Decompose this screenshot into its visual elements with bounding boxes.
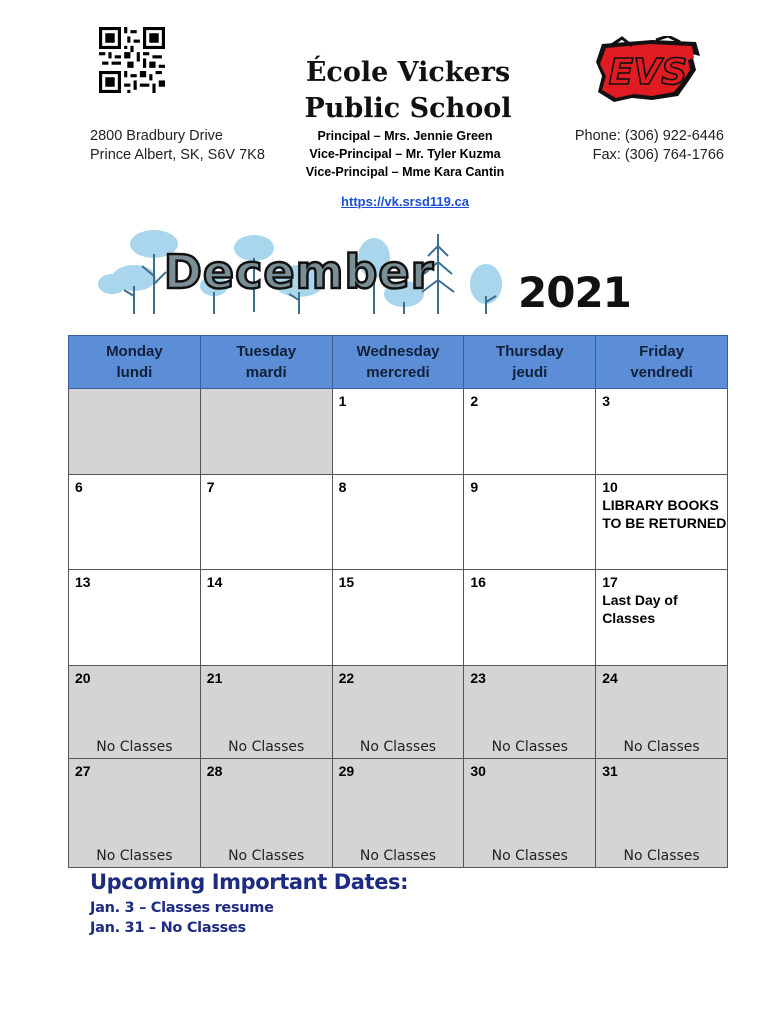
day-number: 27 xyxy=(75,763,91,779)
school-name xyxy=(270,55,546,127)
day-number: 15 xyxy=(338,574,355,590)
header-monday-fr: lundi xyxy=(116,364,153,381)
calendar-day-cell xyxy=(200,475,332,570)
calendar-day-cell xyxy=(332,666,464,759)
day-number: 24 xyxy=(602,670,618,686)
upcoming-dates-list xyxy=(90,898,274,938)
header-friday xyxy=(596,336,728,389)
no-classes-label: No Classes xyxy=(96,848,173,864)
calendar-day-cell xyxy=(464,570,596,666)
calendar-day-cell xyxy=(69,666,201,759)
calendar-day-cell xyxy=(200,389,332,475)
banner-year: 2021 xyxy=(518,268,631,317)
day-number: 29 xyxy=(338,763,355,779)
day-number: 16 xyxy=(470,574,486,590)
header-wednesday xyxy=(332,336,464,389)
day-number: 6 xyxy=(75,479,83,495)
staff-principal: Principal – Mrs. Jennie Green xyxy=(317,129,493,143)
calendar-day-cell xyxy=(332,475,464,570)
calendar-day-cell xyxy=(596,570,728,666)
day-number: 31 xyxy=(602,763,618,779)
day-number: 22 xyxy=(338,670,355,686)
calendar-day-cell xyxy=(596,475,728,570)
calendar-week-row xyxy=(69,570,728,666)
calendar-table xyxy=(68,335,728,868)
contact-info xyxy=(575,127,724,165)
header-wednesday-fr: mercredi xyxy=(366,364,430,381)
calendar-day-cell xyxy=(464,475,596,570)
no-classes-label: No Classes xyxy=(228,739,305,755)
no-classes-label: No Classes xyxy=(228,848,305,864)
calendar-day-cell xyxy=(69,475,201,570)
staff-vice-principal-1: Vice-Principal – Mr. Tyler Kuzma xyxy=(309,147,501,161)
calendar-day-cell xyxy=(332,570,464,666)
day-number: 10 xyxy=(602,479,618,495)
staff-list xyxy=(270,127,540,181)
calendar-day-cell xyxy=(69,389,201,475)
upcoming-dates-title: Upcoming Important Dates: xyxy=(90,870,409,894)
header-thursday-fr: jeudi xyxy=(512,364,548,381)
day-note: LIBRARY BOOKS TO BE RETURNED xyxy=(602,497,727,531)
upcoming-date-item: Jan. 31 – No Classes xyxy=(90,920,246,936)
calendar-week-row xyxy=(69,389,728,475)
no-classes-label: No Classes xyxy=(359,739,437,755)
no-classes-label: No Classes xyxy=(623,848,700,864)
calendar-day-cell xyxy=(200,759,332,868)
day-number: 30 xyxy=(470,763,486,779)
no-classes-label: No Classes xyxy=(359,848,437,864)
calendar-day-cell xyxy=(332,389,464,475)
school-name-line-2: Public School xyxy=(304,93,512,124)
calendar-day-cell xyxy=(200,570,332,666)
school-name-line-1: École Vickers xyxy=(305,57,511,88)
upcoming-date-item: Jan. 3 – Classes resume xyxy=(90,900,274,916)
school-address xyxy=(90,127,265,165)
calendar-day-cell xyxy=(464,389,596,475)
qr-code-icon xyxy=(99,27,165,93)
no-classes-label: No Classes xyxy=(623,739,700,755)
calendar-day-cell xyxy=(332,759,464,868)
header-tuesday-fr: mardi xyxy=(245,364,287,381)
header-monday xyxy=(69,336,201,389)
day-number: 3 xyxy=(602,393,610,409)
calendar-day-cell xyxy=(596,759,728,868)
calendar-day-cell xyxy=(596,389,728,475)
calendar-body xyxy=(69,389,728,868)
calendar-week-row xyxy=(69,475,728,570)
day-number: 17 xyxy=(602,574,618,590)
header-tuesday xyxy=(200,336,332,389)
header-monday-en: Monday xyxy=(106,343,163,360)
calendar-day-cell xyxy=(69,759,201,868)
calendar-week-row xyxy=(69,666,728,759)
header-thursday xyxy=(464,336,596,389)
staff-vice-principal-2: Vice-Principal – Mme Kara Cantin xyxy=(305,165,505,179)
no-classes-label: No Classes xyxy=(491,848,568,864)
day-number: 21 xyxy=(206,670,223,686)
evs-logo-text: EVS xyxy=(608,52,688,93)
header-thursday-en: Thursday xyxy=(496,343,564,360)
banner-month: December xyxy=(163,245,435,299)
header-tuesday-en: Tuesday xyxy=(236,343,297,360)
calendar-week-row xyxy=(69,759,728,868)
day-number: 23 xyxy=(470,670,486,686)
address-line-1: 2800 Bradbury Drive xyxy=(90,128,223,144)
day-number: 2 xyxy=(470,393,479,409)
no-classes-label: No Classes xyxy=(491,739,568,755)
evs-logo xyxy=(592,36,704,106)
day-number: 9 xyxy=(470,479,479,495)
day-number: 13 xyxy=(75,574,91,590)
header-friday-fr: vendredi xyxy=(630,364,693,381)
header-friday-en: Friday xyxy=(639,343,685,360)
calendar-day-cell xyxy=(200,666,332,759)
day-number: 1 xyxy=(338,393,347,409)
website-link[interactable]: https://vk.srsd119.ca xyxy=(341,194,469,209)
day-number: 8 xyxy=(338,479,347,495)
calendar-day-cell xyxy=(596,666,728,759)
day-note: Last Day of Classes xyxy=(602,592,678,626)
calendar-day-cell xyxy=(69,570,201,666)
no-classes-label: No Classes xyxy=(96,739,173,755)
phone-number: Phone: (306) 922-6446 xyxy=(574,128,724,144)
december-banner xyxy=(94,226,504,316)
day-number: 14 xyxy=(206,574,223,590)
fax-number: Fax: (306) 764-1766 xyxy=(592,147,724,163)
day-number: 20 xyxy=(75,670,91,686)
calendar-day-cell xyxy=(464,759,596,868)
address-line-2: Prince Albert, SK, S6V 7K8 xyxy=(90,147,265,163)
calendar-header-row xyxy=(69,336,728,389)
calendar-day-cell xyxy=(464,666,596,759)
day-number: 28 xyxy=(206,763,223,779)
day-number: 7 xyxy=(206,479,215,495)
header-wednesday-en: Wednesday xyxy=(356,343,440,360)
